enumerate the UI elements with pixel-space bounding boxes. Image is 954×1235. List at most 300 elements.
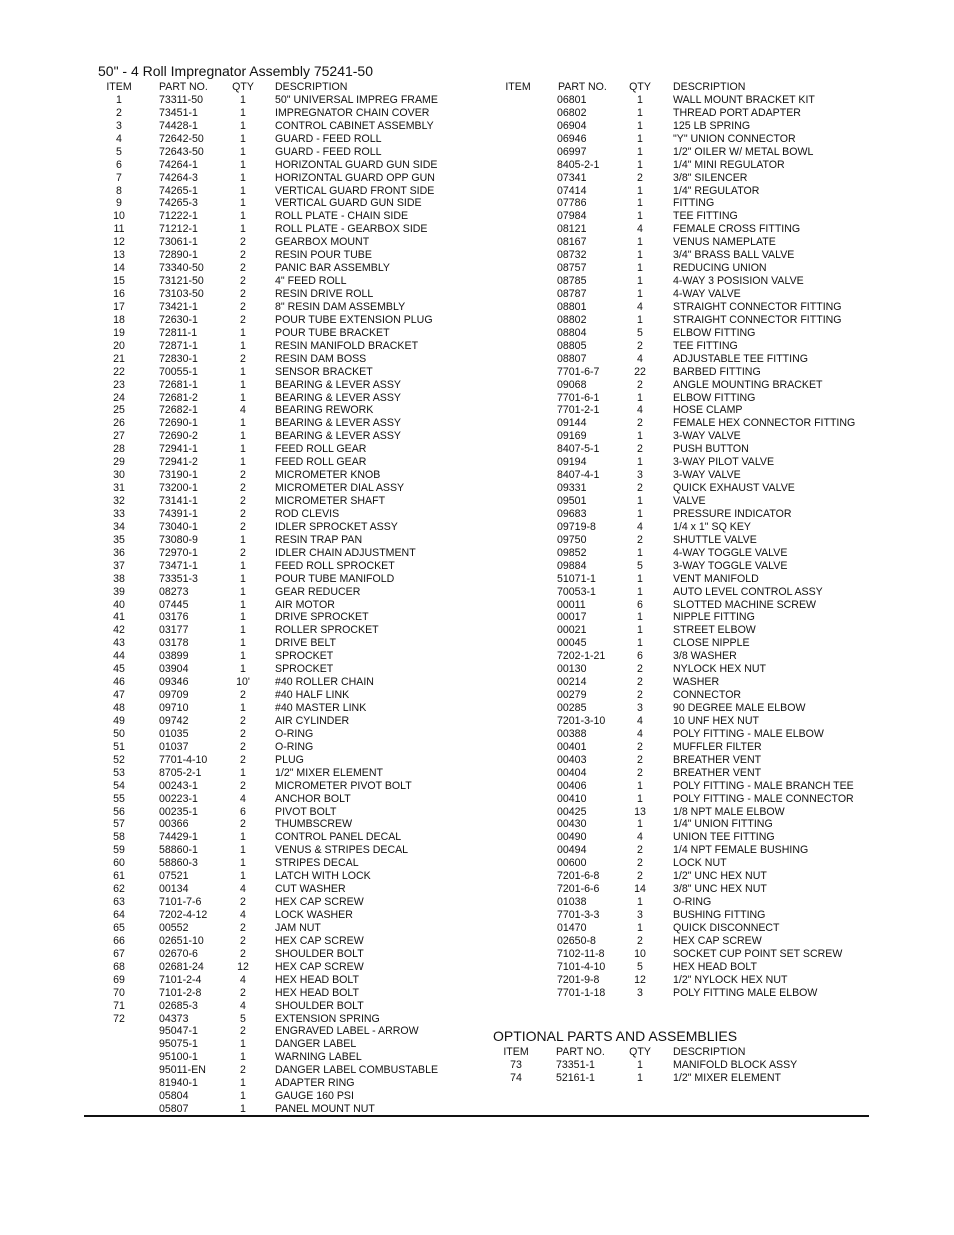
item-number: 64: [113, 909, 125, 921]
part-number: 73340-50: [159, 262, 204, 275]
description: 3-WAY TOGGLE VALVE: [673, 559, 788, 572]
part-number: 08805: [557, 339, 587, 352]
table-row: [0, 987, 954, 1000]
quantity: 1: [240, 533, 246, 546]
description: 3/8" SILENCER: [673, 171, 748, 184]
description: 90 DEGREE MALE ELBOW: [673, 702, 806, 714]
description: LOCK WASHER: [275, 909, 353, 921]
item-number: 9: [116, 197, 122, 210]
quantity: 1: [637, 184, 643, 197]
header-qty: QTY: [629, 81, 651, 93]
quantity: 1: [637, 572, 643, 585]
description: 1/2" UNC HEX NUT: [673, 870, 767, 883]
table-row: [0, 560, 954, 573]
quantity: 1: [240, 637, 246, 650]
quantity: 13: [634, 805, 646, 818]
quantity: 4: [240, 404, 246, 417]
quantity: 1: [637, 1058, 643, 1071]
table-row: [0, 922, 954, 935]
item-number: 49: [113, 714, 125, 727]
part-number: 7201-6-8: [557, 870, 600, 883]
quantity: 2: [637, 766, 643, 779]
part-number: 73190-1: [159, 469, 198, 482]
item-number: 36: [113, 546, 125, 559]
quantity: 6: [637, 598, 643, 611]
description: ELBOW FITTING: [673, 391, 756, 404]
quantity: 2: [240, 275, 246, 288]
part-number: 7101-7-6: [159, 896, 202, 909]
item-number: 68: [113, 960, 125, 973]
description: HORIZONTAL GUARD OPP GUN: [275, 171, 435, 184]
description: POLY FITTING - MALE ELBOW: [673, 727, 824, 740]
optional-section-title: OPTIONAL PARTS AND ASSEMBLIES: [493, 1028, 738, 1044]
part-number: 74429-1: [159, 831, 198, 844]
quantity: 1: [240, 1051, 246, 1064]
table-row: [0, 534, 954, 547]
part-number: 72890-1: [159, 249, 198, 262]
table-row: [0, 663, 954, 676]
description: BEARING & LEVER ASSY: [275, 378, 401, 391]
description: PANEL MOUNT NUT: [275, 1103, 375, 1116]
part-number: 02681-24: [159, 960, 204, 973]
header-description: DESCRIPTION: [673, 1046, 746, 1058]
quantity: 1: [637, 249, 643, 262]
header-item: ITEM: [503, 1046, 529, 1058]
table-row: [0, 1072, 954, 1085]
description: DRIVE BELT: [275, 637, 337, 650]
part-number: 7201-9-8: [557, 973, 600, 986]
part-number: 74264-3: [159, 171, 198, 184]
description: GUARD - FEED ROLL: [275, 132, 382, 145]
item-number: 19: [113, 326, 125, 339]
description: FEED ROLL SPROCKET: [275, 559, 395, 572]
quantity: 1: [240, 443, 246, 456]
part-number: 09683: [557, 507, 587, 520]
item-number: 61: [113, 870, 125, 883]
part-number: 07445: [159, 598, 189, 611]
part-number: 04373: [159, 1012, 189, 1025]
description: AIR MOTOR: [275, 598, 335, 611]
description: VALVE: [673, 495, 706, 507]
part-number: 73121-50: [159, 275, 204, 288]
part-number: 71222-1: [159, 210, 198, 223]
description: NYLOCK HEX NUT: [673, 663, 767, 676]
item-number: 11: [113, 223, 125, 236]
description: HEX HEAD BOLT: [275, 973, 359, 986]
item-number: 25: [113, 404, 125, 417]
description: HEX HEAD BOLT: [275, 986, 359, 999]
description: MUFFLER FILTER: [673, 740, 762, 753]
part-number: 73061-1: [159, 236, 198, 249]
part-number: 01470: [557, 921, 587, 934]
part-number: 09710: [159, 702, 189, 714]
table-row: [0, 599, 954, 612]
part-number: 07521: [159, 870, 189, 883]
quantity: 4: [637, 831, 643, 844]
header-part-no: PART NO.: [556, 1046, 605, 1058]
table-row: [0, 728, 954, 741]
part-number: 02685-3: [159, 999, 198, 1012]
part-number: 81940-1: [159, 1077, 198, 1090]
quantity: 1: [240, 1038, 246, 1051]
part-number: 08757: [557, 262, 587, 275]
item-number: 56: [113, 805, 125, 818]
description: GEARBOX MOUNT: [275, 236, 370, 249]
table-row: [0, 896, 954, 909]
quantity: 1: [637, 158, 643, 171]
part-number: 8405-2-1: [557, 158, 600, 171]
description: 3-WAY VALVE: [673, 430, 741, 443]
description: GUARD - FEED ROLL: [275, 145, 382, 158]
quantity: 2: [637, 378, 643, 391]
description: MANIFOLD BLOCK ASSY: [673, 1058, 798, 1071]
part-number: 7102-11-8: [557, 947, 605, 960]
quantity: 1: [637, 313, 643, 326]
part-number: 00279: [557, 689, 587, 702]
quantity: 4: [637, 352, 643, 365]
part-number: 73351-1: [556, 1058, 595, 1071]
item-number: 15: [113, 275, 125, 288]
part-number: 74265-3: [159, 197, 198, 210]
description: CONNECTOR: [673, 689, 742, 702]
part-number: 09331: [557, 482, 587, 495]
part-number: 03176: [159, 611, 189, 624]
quantity: 1: [637, 495, 643, 507]
quantity: 1: [637, 456, 643, 469]
part-number: 52161-1: [556, 1071, 595, 1084]
header-part-no: PART NO.: [558, 81, 607, 93]
quantity: 6: [240, 805, 246, 818]
part-number: 7701-4-10: [159, 753, 208, 766]
item-number: 46: [113, 676, 125, 689]
item-number: 7: [116, 171, 122, 184]
description: FEMALE CROSS FITTING: [673, 223, 801, 236]
table-row: [0, 508, 954, 521]
description: EXTENSION SPRING: [275, 1012, 380, 1025]
table-row: [0, 417, 954, 430]
item-number: 52: [113, 753, 125, 766]
table-row: [0, 624, 954, 637]
quantity: 1: [637, 197, 643, 210]
item-number: 73: [510, 1058, 522, 1071]
item-number: 41: [113, 611, 125, 624]
part-number: 72941-2: [159, 456, 198, 469]
part-number: 8407-4-1: [557, 469, 600, 482]
part-number: 03904: [159, 663, 189, 676]
quantity: 2: [240, 352, 246, 365]
table-row: [0, 689, 954, 702]
part-number: 72642-50: [159, 132, 204, 145]
table-row: [0, 133, 954, 146]
quantity: 1: [240, 585, 246, 598]
quantity: 2: [240, 1064, 246, 1077]
quantity: 1: [240, 93, 246, 106]
item-number: 50: [113, 727, 125, 740]
quantity: 2: [637, 482, 643, 495]
description: 8" RESIN DAM ASSEMBLY: [275, 300, 406, 313]
description: 1/4 NPT FEMALE BUSHING: [673, 844, 809, 857]
quantity: 2: [240, 753, 246, 766]
description: NIPPLE FITTING: [673, 611, 755, 624]
quantity: 1: [240, 650, 246, 663]
header-description: DESCRIPTION: [673, 81, 746, 93]
description: AIR CYLINDER: [275, 714, 350, 727]
table-row: [0, 844, 954, 857]
item-number: 32: [113, 495, 125, 507]
quantity: 2: [240, 546, 246, 559]
description: LOCK NUT: [673, 857, 727, 870]
description: HORIZONTAL GUARD GUN SIDE: [275, 158, 438, 171]
quantity: 1: [240, 210, 246, 223]
part-number: 09709: [159, 689, 189, 702]
description: RESIN POUR TUBE: [275, 249, 372, 262]
description: TEE FITTING: [673, 210, 738, 223]
part-number: 07786: [557, 197, 587, 210]
item-number: 13: [113, 249, 125, 262]
header-qty: QTY: [232, 81, 254, 93]
part-number: 72830-1: [159, 352, 198, 365]
item-number: 53: [113, 766, 125, 779]
description: SHUTTLE VALVE: [673, 533, 757, 546]
description: POLY FITTING MALE ELBOW: [673, 986, 818, 999]
table-row: [0, 961, 954, 974]
description: ELBOW FITTING: [673, 326, 756, 339]
table-row: [0, 702, 954, 715]
part-number: 00011: [557, 598, 586, 611]
quantity: 1: [637, 611, 643, 624]
part-number: 06802: [557, 106, 587, 119]
description: FEED ROLL GEAR: [275, 456, 367, 469]
item-number: 63: [113, 896, 125, 909]
quantity: 2: [637, 934, 643, 947]
quantity: 1: [240, 611, 246, 624]
quantity: 2: [637, 663, 643, 676]
page-title: 50" - 4 Roll Impregnator Assembly 75241-50: [98, 63, 374, 79]
item-number: 38: [113, 572, 125, 585]
description: SHOULDER BOLT: [275, 947, 364, 960]
table-row: [0, 366, 954, 379]
description: GEAR REDUCER: [275, 585, 361, 598]
description: ANCHOR BOLT: [275, 792, 351, 805]
item-number: 57: [113, 818, 125, 831]
quantity: 1: [240, 391, 246, 404]
header-description: DESCRIPTION: [275, 81, 348, 93]
description: POUR TUBE MANIFOLD: [275, 572, 395, 585]
quantity: 4: [637, 300, 643, 313]
table-row: [0, 469, 954, 482]
description: POUR TUBE EXTENSION PLUG: [275, 313, 433, 326]
description: JAM NUT: [275, 921, 321, 934]
description: BUSHING FITTING: [673, 909, 766, 921]
quantity: 22: [634, 365, 646, 378]
part-number: 03899: [159, 650, 189, 663]
item-number: 43: [113, 637, 125, 650]
quantity: 1: [240, 598, 246, 611]
part-number: 74428-1: [159, 119, 198, 132]
item-number: 4: [116, 132, 122, 145]
table-row: [0, 327, 954, 340]
part-number: 7101-4-10: [557, 960, 606, 973]
quantity: 1: [240, 456, 246, 469]
table-row: [0, 288, 954, 301]
part-number: 09719-8: [557, 520, 596, 533]
part-number: 73103-50: [159, 288, 204, 300]
quantity: 3: [637, 469, 643, 482]
table-row: [0, 806, 954, 819]
description: #40 ROLLER CHAIN: [275, 676, 374, 689]
description: 4-WAY 3 POSISION VALVE: [673, 275, 804, 288]
description: HEX CAP SCREW: [673, 934, 762, 947]
item-number: 6: [116, 158, 122, 171]
part-number: 00130: [557, 663, 587, 676]
quantity: 1: [240, 339, 246, 352]
part-number: 00494: [557, 844, 587, 857]
quantity: 1: [240, 1090, 246, 1103]
part-number: 07414: [557, 184, 587, 197]
part-number: 08787: [557, 288, 587, 300]
quantity: 4: [240, 909, 246, 921]
description: HEX CAP SCREW: [275, 960, 364, 973]
part-number: 06904: [557, 119, 587, 132]
description: SPROCKET: [275, 663, 334, 676]
description: BREATHER VENT: [673, 766, 762, 779]
item-number: 65: [113, 921, 125, 934]
quantity: 1: [637, 1071, 643, 1084]
description: IMPREGNATOR CHAIN COVER: [275, 106, 430, 119]
description: HEX CAP SCREW: [275, 934, 364, 947]
description: PIVOT BOLT: [275, 805, 337, 818]
description: 125 LB SPRING: [673, 119, 751, 132]
part-number: 09501: [557, 495, 587, 507]
item-number: 29: [113, 456, 125, 469]
item-number: 72: [113, 1012, 125, 1025]
part-number: 73080-9: [159, 533, 198, 546]
table-row: [0, 120, 954, 133]
table-row: [0, 831, 954, 844]
description: #40 MASTER LINK: [275, 702, 367, 714]
table-row: [0, 249, 954, 262]
quantity: 1: [637, 546, 643, 559]
part-number: 7701-6-1: [557, 391, 600, 404]
quantity: 3: [637, 702, 643, 714]
table-row: [0, 780, 954, 793]
description: GAUGE 160 PSI: [275, 1090, 354, 1103]
part-number: 01035: [159, 727, 189, 740]
description: 1/2" MIXER ELEMENT: [673, 1071, 781, 1084]
description: HEX CAP SCREW: [275, 896, 364, 909]
item-number: 1: [116, 93, 122, 106]
description: VENUS & STRIPES DECAL: [275, 844, 409, 857]
quantity: 4: [637, 223, 643, 236]
quantity: 4: [637, 520, 643, 533]
table-row: [0, 172, 954, 185]
part-number: 09144: [557, 417, 587, 430]
part-number: 00388: [557, 727, 587, 740]
quantity: 2: [240, 740, 246, 753]
part-number: 58860-3: [159, 857, 198, 870]
item-number: 37: [113, 559, 125, 572]
description: SPROCKET: [275, 650, 334, 663]
part-number: 08167: [557, 236, 587, 249]
part-number: 08732: [557, 249, 587, 262]
quantity: 2: [637, 689, 643, 702]
part-number: 72690-1: [159, 417, 198, 430]
quantity: 4: [637, 714, 643, 727]
quantity: 1: [240, 378, 246, 391]
description: MICROMETER KNOB: [275, 469, 381, 482]
quantity: 3: [637, 986, 643, 999]
description: CONTROL CABINET ASSEMBLY: [275, 119, 434, 132]
description: "Y" UNION CONNECTOR: [673, 132, 796, 145]
description: CLOSE NIPPLE: [673, 637, 750, 650]
item-number: 35: [113, 533, 125, 546]
part-number: 00410: [557, 792, 587, 805]
description: DANGER LABEL: [275, 1038, 357, 1051]
part-number: 00552: [159, 921, 189, 934]
quantity: 10: [634, 947, 646, 960]
item-number: 59: [113, 844, 125, 857]
item-number: 70: [113, 986, 125, 999]
item-number: 22: [113, 365, 125, 378]
description: O-RING: [673, 896, 712, 909]
quantity: 2: [637, 417, 643, 430]
quantity: 1: [240, 663, 246, 676]
quantity: 12: [634, 973, 646, 986]
part-number: 95011-EN: [159, 1064, 206, 1077]
description: WASHER: [673, 676, 720, 689]
description: HOSE CLAMP: [673, 404, 743, 417]
item-number: 5: [116, 145, 122, 158]
quantity: 1: [240, 844, 246, 857]
part-number: 00401: [557, 740, 587, 753]
description: ROLL PLATE - GEARBOX SIDE: [275, 223, 428, 236]
table-header: [0, 1046, 954, 1059]
table-row: [0, 547, 954, 560]
part-number: 72681-1: [159, 378, 198, 391]
quantity: 2: [240, 1025, 246, 1038]
part-number: 00404: [557, 766, 587, 779]
part-number: 09884: [557, 559, 587, 572]
part-number: 95075-1: [159, 1038, 198, 1051]
part-number: 74265-1: [159, 184, 198, 197]
part-number: 71212-1: [159, 223, 198, 236]
item-number: 34: [113, 520, 125, 533]
table-row: [0, 197, 954, 210]
description: IDLER SPROCKET ASSY: [275, 520, 398, 533]
description: ADJUSTABLE TEE FITTING: [673, 352, 808, 365]
item-number: 10: [113, 210, 125, 223]
description: VENUS NAMEPLATE: [673, 236, 776, 249]
quantity: 1: [240, 624, 246, 637]
quantity: 1: [240, 572, 246, 585]
quantity: 1: [637, 792, 643, 805]
part-number: 08807: [557, 352, 587, 365]
description: 3/8 WASHER: [673, 650, 737, 663]
header-part-no: PART NO.: [159, 81, 208, 93]
description: RESIN DRIVE ROLL: [275, 288, 374, 300]
item-number: 44: [113, 650, 125, 663]
table-row: [0, 586, 954, 599]
part-number: 09852: [557, 546, 587, 559]
description: 50" UNIVERSAL IMPREG FRAME: [275, 93, 438, 106]
table-row: [0, 430, 954, 443]
description: MICROMETER PIVOT BOLT: [275, 779, 412, 792]
quantity: 1: [240, 1103, 246, 1116]
description: POLY FITTING - MALE BRANCH TEE: [673, 779, 854, 792]
quantity: 1: [240, 702, 246, 714]
part-number: 72871-1: [159, 339, 198, 352]
part-number: 01038: [557, 896, 587, 909]
